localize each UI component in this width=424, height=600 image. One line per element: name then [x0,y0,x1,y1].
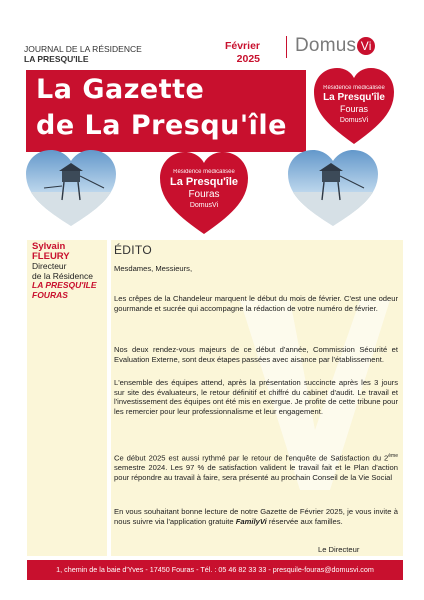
author-residence2: FOURAS [32,289,68,300]
issue-year: 2025 [236,53,260,65]
edito-paragraph-2: Nos deux rendez-vous majeurs de ce début d'année, Commission Sécurité et Evaluation Externe, sont deux étapes passées avec aisance par l'établissement. [114,345,398,364]
domusvi-logo [295,35,375,57]
journal-line1: JOURNAL DE LA RÉSIDENCE [24,44,142,54]
p5-part-b: réservée aux familles. [266,516,343,526]
journal-line2: LA PRESQU'ILE [24,54,89,64]
familyvi-app-name: FamilyVi [235,516,267,526]
heart-city: Fouras [339,104,368,114]
brand-divider [286,36,287,58]
page-title [36,72,287,144]
edito-paragraph-1: Les crêpes de la Chandeleur marquent le début du mois de février. C'est une odeur gourmande et sucrée qui accompagne la rédaction de votre numéro de février. [114,294,398,313]
author-first-name: Sylvain [32,241,66,252]
author-block [32,242,97,300]
heart-center-text [158,168,250,211]
heart-logo-text [312,84,396,126]
edito-greeting: Mesdames, Messieurs, [114,264,193,273]
heart-center-name: La Presqu'île [169,176,239,188]
signature: Le Directeur [318,545,360,554]
title-line1: La Gazette [36,74,205,105]
issue-date [208,40,260,66]
author-role2: de la Résidence [32,270,93,281]
author-last-name: FLEURY [32,251,70,262]
edito-paragraph-3: L'ensemble des équipes attend, après la présentation succincte après les 3 jours sur site des évaluateurs, le retour définitif et chiffré du cabinet d'audit. Le travail et l'investissement des équipes ont été mis en exergue. Je profite de cette tribune pour les remercier pour leur professionnalisme et leur engagement. [114,378,398,416]
heart-center-brand: DomusVi [189,202,219,209]
pier-photo-right [286,148,380,228]
author-residence1: LA PRESQU'ILE [32,280,97,290]
brand-v-badge: Vi [357,37,375,55]
heart-center-city: Fouras [188,189,220,200]
author-role: Directeur [32,261,67,271]
heart-center-residence-type: Résidence médicalisée [173,169,235,175]
issue-month: Février [224,40,260,52]
heart-residence-type: Résidence médicalisée [323,85,385,91]
journal-label [24,44,142,64]
heart-brand: DomusVi [339,117,369,124]
edito-paragraph-4 [114,452,398,482]
pier-photo-left [24,148,118,228]
brand-text: Domus [295,35,357,56]
p4-part-b: semestre 2024. Les 97 % de satisfaction valident le travail fait et le Plan d'action pour répondre au travail à faire, sera présenté au prochain Conseil de la Vie Social [114,463,398,482]
p4-part-a: Ce début 2025 est aussi rythmé par le retour de l'enquête de Satisfaction du 2 [114,453,389,463]
heart-name: La Presqu'île [323,92,385,103]
footer-address: 1, chemin de la baie d'Yves - 17450 Fouras - Tél. : 05 46 82 33 33 - presquile-fouras@domusvi.com [27,560,403,580]
edito-heading: ÉDITO [114,243,152,257]
p4-superscript: ème [388,453,398,459]
title-line2: de La Presqu'île [36,110,287,141]
p5-part-a: En vous souhaitant bonne lecture de notre Gazette de Février 2025, je vous invite à nous suivre via l'application gratuite [114,507,398,526]
edito-paragraph-5 [114,507,398,526]
